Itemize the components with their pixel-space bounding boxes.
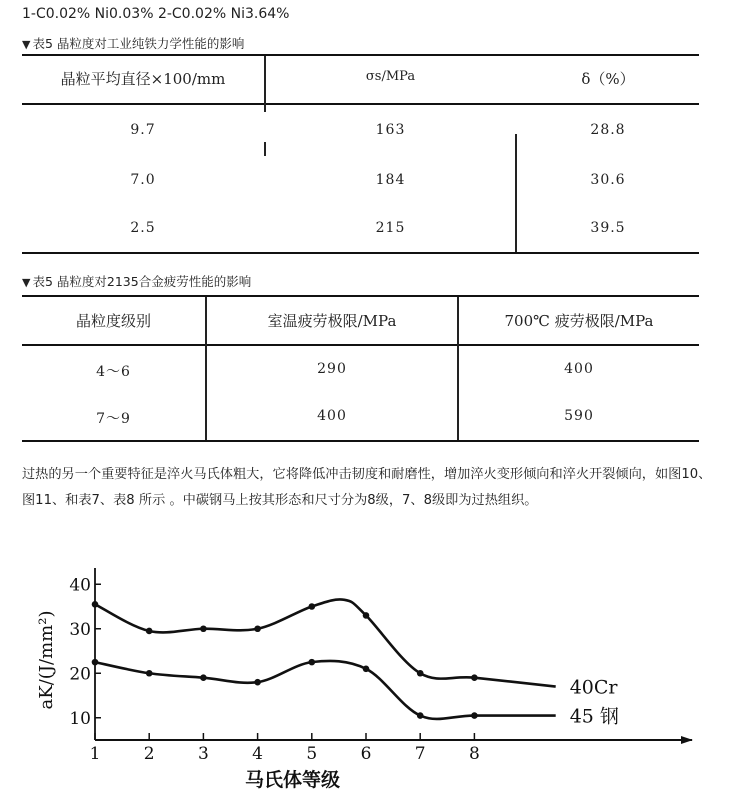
y-axis-label: aK/(J/mm²): [36, 610, 57, 710]
series-label: 45 钢: [569, 705, 619, 728]
data-point: [146, 628, 153, 635]
series-line: [95, 599, 556, 686]
table1-top-rule: [22, 54, 699, 56]
table1-col-divider-fragment: [264, 142, 266, 156]
table1-col-divider: [264, 56, 266, 112]
body-paragraph: 过热的另一个重要特征是淬火马氏体粗大，它将降低冲击韧度和耐磨性，增加淬火变形倾向和淬火开裂倾向，如图10、图11、和表7、表8 所示 。中碳钢马上按其形态和尺寸分为8级，7、8级即为过热组织。: [22, 467, 712, 508]
x-tick-label: 4: [252, 744, 264, 764]
table2-top-rule: [22, 295, 699, 297]
table2-cell: 400: [564, 361, 594, 377]
table1-caption-text: 表5 晶粒度对工业纯铁力学性能的影响: [32, 36, 245, 51]
x-tick-label: 3: [197, 744, 209, 764]
y-tick-label: 10: [69, 708, 91, 729]
table2: [22, 295, 699, 445]
table2-cell: 7～9: [96, 411, 131, 427]
table2-cell: 590: [564, 408, 594, 424]
data-point: [363, 666, 370, 673]
data-point: [417, 712, 424, 719]
table2-header-room-temp: 室温疲劳极限/MPa: [267, 312, 397, 330]
data-point: [363, 612, 370, 619]
caption-marker-icon: ▼: [22, 276, 31, 289]
data-point: [254, 625, 261, 632]
y-tick-label: 40: [69, 575, 91, 596]
data-point: [471, 674, 478, 681]
x-tick-label: 5: [306, 744, 318, 764]
caption-marker-icon: ▼: [22, 38, 31, 51]
composition-note: 1-C0.02% Ni0.03% 2-C0.02% Ni3.64%: [22, 6, 290, 22]
series-label: 40Cr: [569, 676, 618, 699]
data-point: [92, 659, 99, 666]
x-tick-label: 8: [468, 744, 480, 764]
table1-cell: 28.8: [590, 122, 626, 138]
table1-bottom-rule: [22, 252, 699, 254]
table1-cell: 9.7: [130, 122, 156, 138]
data-point: [146, 670, 153, 677]
table2-header-700c: 700℃ 疲劳极限/MPa: [504, 312, 654, 330]
table1-cell: 184: [375, 172, 406, 188]
x-axis-label: 马氏体等级: [244, 769, 341, 791]
data-point: [200, 625, 207, 632]
table1-cell: 30.6: [590, 172, 626, 188]
y-tick-label: 30: [69, 619, 91, 640]
table2-bottom-rule: [22, 440, 699, 442]
table1-header-diameter: 晶粒平均直径×100/mm: [60, 70, 226, 88]
data-point: [417, 670, 424, 677]
x-tick-label: 2: [143, 744, 155, 764]
data-point: [92, 601, 99, 608]
table1-header-elongation: δ（%）: [581, 70, 635, 88]
x-tick-label: 1: [89, 744, 101, 764]
series-line: [95, 661, 556, 719]
data-point: [254, 679, 261, 686]
impact-toughness-chart: [0, 560, 735, 810]
table2-caption: [22, 272, 251, 290]
table1-cell: 2.5: [130, 220, 156, 236]
x-tick-label: 6: [360, 744, 372, 764]
table1-caption: [22, 34, 244, 52]
table2-cell: 4～6: [96, 364, 131, 380]
table2-caption-text: 表5 晶粒度对2135合金疲劳性能的影响: [32, 274, 252, 289]
y-tick-label: 20: [69, 664, 91, 685]
table2-cell: 400: [317, 408, 347, 424]
data-point: [471, 712, 478, 719]
data-point: [309, 603, 316, 610]
table1: [22, 54, 699, 256]
table1-cell: 215: [375, 220, 406, 236]
table1-header-rule: [22, 103, 699, 105]
table1-cell: 163: [375, 122, 406, 138]
data-point: [309, 659, 316, 666]
x-tick-label: 7: [414, 744, 426, 764]
table1-cell: 39.5: [590, 220, 626, 236]
table2-header-rule: [22, 344, 699, 346]
table2-cell: 290: [317, 361, 347, 377]
data-point: [200, 674, 207, 681]
table1-header-yield: σs/MPa: [365, 69, 416, 84]
table2-header-grade: 晶粒度级别: [75, 312, 151, 330]
table1-cell: 7.0: [130, 172, 156, 188]
